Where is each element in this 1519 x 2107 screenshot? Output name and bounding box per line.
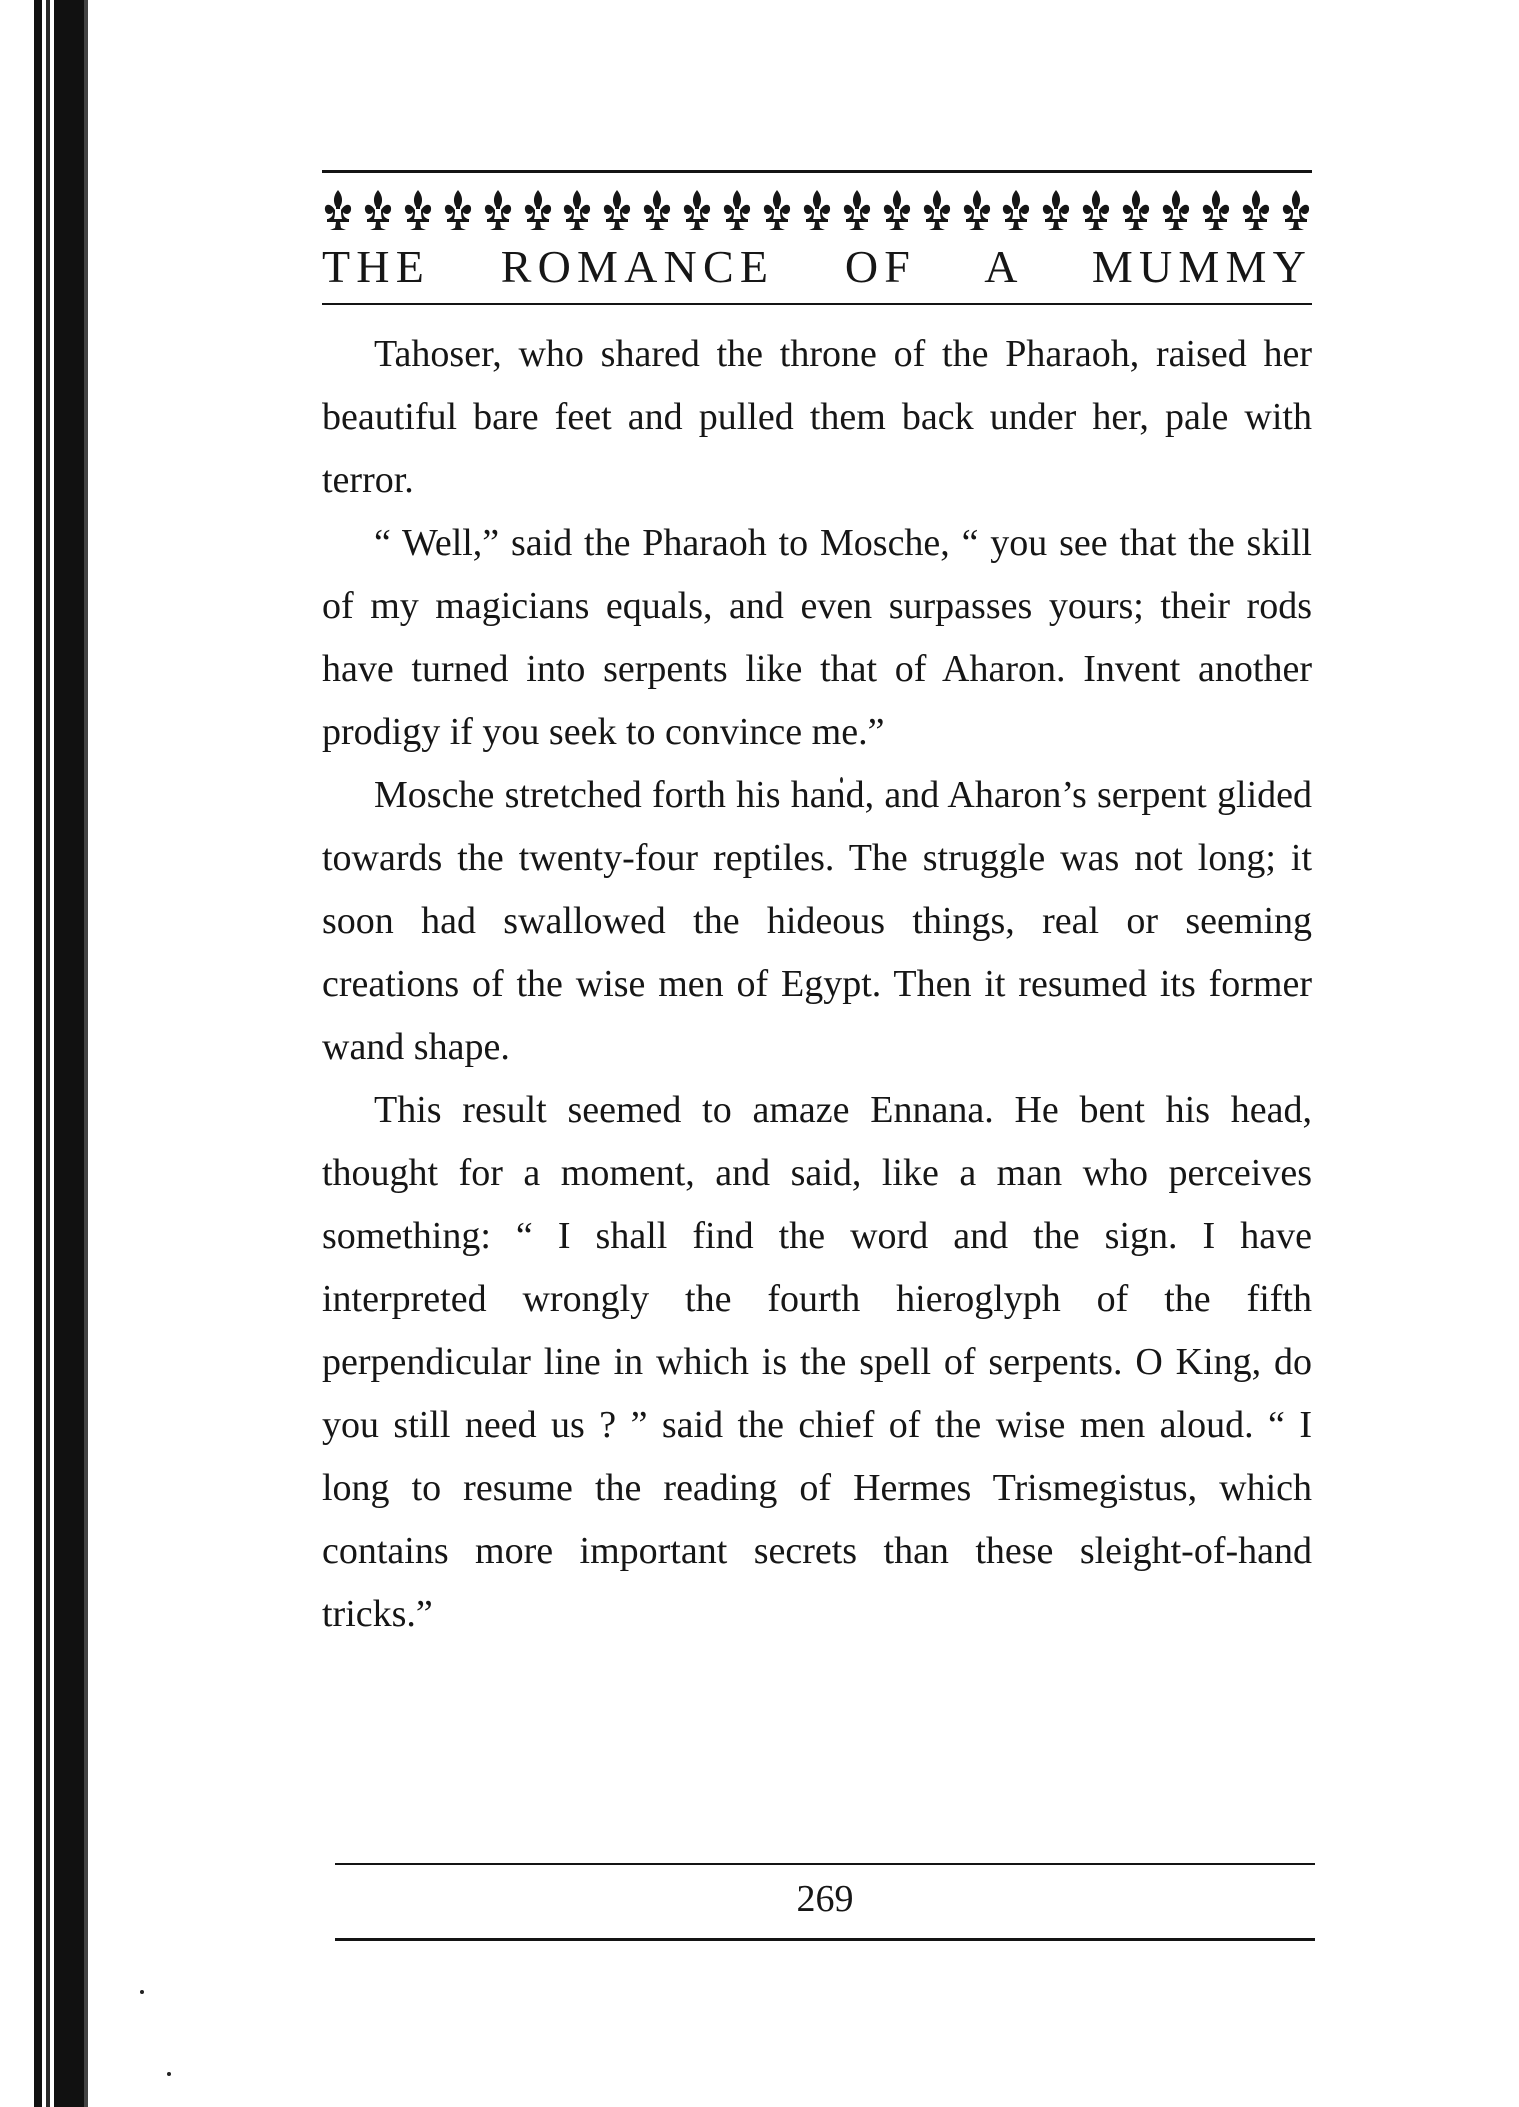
- fleur-de-lis-icon: [1280, 188, 1312, 232]
- footer-rule-bottom: [335, 1938, 1315, 1941]
- fleur-de-lis-icon: [1040, 188, 1072, 232]
- top-rule: [322, 170, 1312, 173]
- fleur-de-lis-icon: [1200, 188, 1232, 232]
- ornament-border: [322, 185, 1312, 235]
- fleur-de-lis-icon: [1160, 188, 1192, 232]
- fleur-de-lis-icon: [1240, 188, 1272, 232]
- fleur-de-lis-icon: [961, 188, 993, 232]
- running-title: THE ROMANCE OF A MUMMY: [322, 241, 1312, 292]
- footer-rule-top: [335, 1863, 1315, 1865]
- paragraph: Tahoser, who shared the throne of the Pharaoh, raised her beautiful bare feet and pulled them back under her, pale with terror.: [322, 333, 1312, 501]
- header-rule: [322, 303, 1312, 305]
- fleur-de-lis-icon: [721, 188, 753, 232]
- paragraph: Mosche stretched forth his hand, and Aharon’s serpent glided towards the twenty-four reptiles. The struggle was not long; it soon had swallowed the hideous things, real or seeming creations of the wise men of Egypt. Then it resumed its former wand shape.: [322, 774, 1312, 1068]
- fleur-de-lis-icon: [881, 188, 913, 232]
- fleur-de-lis-icon: [1120, 188, 1152, 232]
- fleur-de-lis-icon: [921, 188, 953, 232]
- fleur-de-lis-icon: [362, 188, 394, 232]
- fleur-de-lis-icon: [402, 188, 434, 232]
- body-text: [322, 323, 1312, 1646]
- fleur-de-lis-icon: [681, 188, 713, 232]
- fleur-de-lis-icon: [841, 188, 873, 232]
- fleur-de-lis-icon: [322, 188, 354, 232]
- fleur-de-lis-icon: [561, 188, 593, 232]
- scan-speck: [167, 2072, 171, 2076]
- paragraph: “ Well,” said the Pharaoh to Mosche, “ you see that the skill of my magicians equals, and even surpasses yours; their rods have turned into serpents like that of Aharon. Invent another prodigy if you seek to convince me.”: [322, 522, 1312, 753]
- paragraph: This result seemed to amaze Ennana. He bent his head, thought for a moment, and said, like a man who perceives something: “ I shall find the word and the sign. I have interpreted wrongly the fourth hieroglyph of the fifth perpendicular line in which is the spell of serpents. O King, do you still need us ? ” said the chief of the wise men aloud. “ I long to resume the reading of Hermes Trismegistus, which contains more important secrets than these sleight-of-hand tricks.”: [322, 1089, 1312, 1635]
- page-text-block: [322, 170, 1312, 1646]
- fleur-de-lis-icon: [1000, 188, 1032, 232]
- fleur-de-lis-icon: [801, 188, 833, 232]
- fleur-de-lis-icon: [641, 188, 673, 232]
- fleur-de-lis-icon: [601, 188, 633, 232]
- scanned-gutter-shadow: [0, 0, 90, 2107]
- fleur-de-lis-icon: [522, 188, 554, 232]
- scan-speck: [140, 1990, 144, 1994]
- fleur-de-lis-icon: [482, 188, 514, 232]
- fleur-de-lis-icon: [442, 188, 474, 232]
- fleur-de-lis-icon: [761, 188, 793, 232]
- fleur-de-lis-icon: [1080, 188, 1112, 232]
- page-number: 269: [796, 1878, 854, 1920]
